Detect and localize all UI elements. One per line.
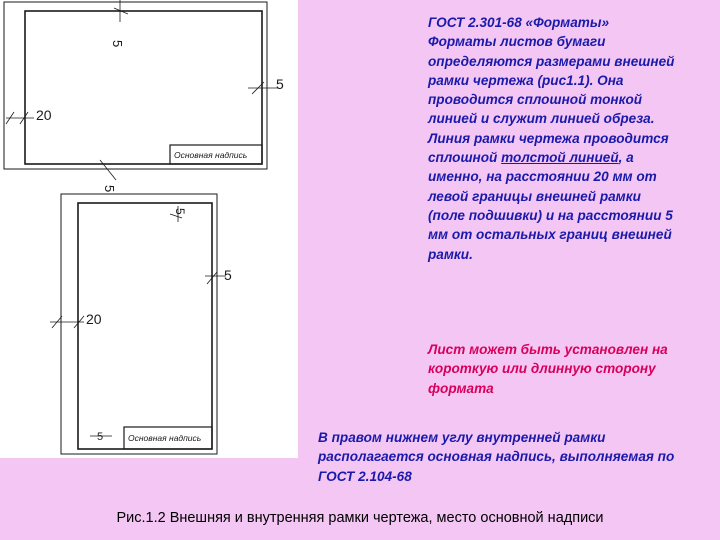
landscape-outer-frame	[4, 2, 267, 169]
figure-caption: Рис.1.2 Внешняя и внутренняя рамки чертежа, место основной надписи	[116, 510, 604, 526]
landscape-dim-top: 5	[110, 40, 125, 48]
portrait-outer-frame	[61, 194, 217, 454]
portrait-dim-bottom: 5	[97, 431, 104, 443]
orientation-note-text: Лист может быть установлен на короткую или длинную сторону формата	[428, 342, 668, 396]
portrait-dim-right: 5	[224, 267, 232, 283]
landscape-dim-left: 20	[36, 107, 52, 123]
portrait-sheet	[50, 194, 226, 454]
gost-description-underlined: толстой линией	[501, 150, 619, 166]
portrait-dim-top: 5	[102, 185, 117, 193]
title-block-note-text: В правом нижнем углу внутренней рамки располагается основная надпись, выполняемая по ГОСТ 2.104-68	[318, 430, 675, 484]
gost-description-part1: ГОСТ 2.301-68 «Форматы» Форматы листов бумаги определяются размерами внешней рамки чертежа (рис1.1). Она проводится сплошной тонкой линией и служит линией обреза. Линия рамки чертежа проводится сплошной	[428, 15, 675, 166]
landscape-stamp-label: Основная надпись	[174, 150, 248, 160]
gost-description-part2: , а именно, на расстоянии 20 мм от левой границы внешней рамки (поле подшивки) и на расстоянии 5 мм от остальных границ внешней рамки.	[428, 150, 673, 262]
gost-description-text	[428, 13, 678, 264]
portrait-stamp-label: Основная надпись	[128, 433, 202, 443]
frame-diagram-panel	[0, 0, 298, 458]
landscape-dim-right: 5	[276, 76, 284, 92]
landscape-inner-frame	[25, 11, 262, 164]
portrait-dim-inner-top: 5	[173, 208, 187, 215]
portrait-dim-left: 20	[86, 311, 102, 327]
frame-diagram	[0, 0, 298, 458]
